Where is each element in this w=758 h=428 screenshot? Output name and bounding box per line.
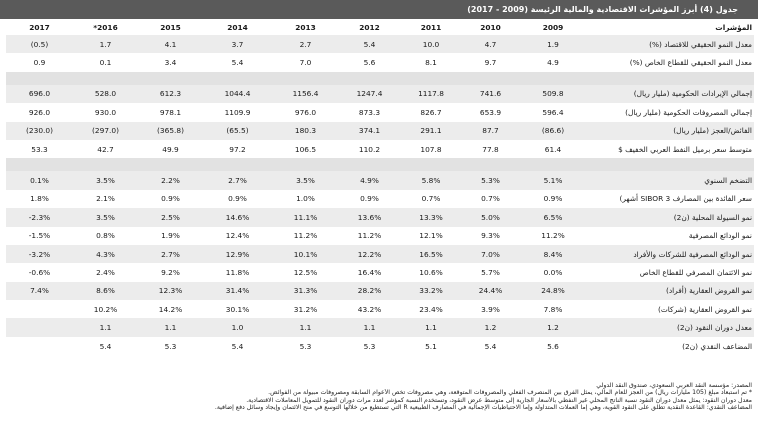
table-cell: 14.6% [203, 208, 272, 226]
year-header: 2012 [359, 22, 380, 32]
row-label: التضخم السنوي [587, 171, 754, 189]
row-label: معدل النمو الحقيقي للقطاع الخاص (%) [587, 53, 754, 71]
table-cell: 1.1 [339, 318, 400, 336]
table-cell: -2.3% [6, 208, 73, 226]
table-row [6, 263, 754, 281]
row-label: إجمالي المصروفات الحكومية (مليار ريال) [587, 103, 754, 121]
table-cell: 374.1 [339, 122, 400, 140]
table-cell: 5.1% [519, 171, 587, 189]
table-cell: 1.2 [519, 318, 587, 336]
table-cell: 826.7 [400, 103, 462, 121]
table-cell: 107.8 [400, 140, 462, 158]
table-cell: 2.4% [73, 263, 138, 281]
table-cell: (0.5) [6, 35, 73, 53]
table-cell: 8.6% [73, 282, 138, 300]
table-cell: 13.3% [400, 208, 462, 226]
table-cell: 3.4 [138, 53, 203, 71]
table-cell: 23.4% [400, 300, 462, 318]
table-cell: 1.9% [138, 227, 203, 245]
year-header: 2011 [420, 22, 442, 32]
table-cell: 5.3 [272, 337, 339, 355]
table-cell: 1044.4 [203, 85, 272, 103]
table-cell: 12.4% [203, 227, 272, 245]
footnote-line: معدل دوران النقود: يمثل معدل دوران النقود نسبة الناتج المحلي غير النفطي بالأسعار الجارية إلى متوسط عرض النقود، وتستخدم النسبة كمؤشر لعدد مرات دوران النقود للتمويل المعاملات الاقتصادية. [246, 396, 752, 404]
table-row [6, 227, 754, 245]
year-header: 2015 [160, 22, 181, 32]
table-cell: 653.9 [462, 103, 519, 121]
table-cell: 28.2% [339, 282, 400, 300]
table-cell: 4.1 [138, 35, 203, 53]
table-cell: 4.7 [462, 35, 519, 53]
table-cell: 1.7 [73, 35, 138, 53]
table-cell: 180.3 [272, 122, 339, 140]
table-cell: 97.2 [203, 140, 272, 158]
table-cell: 24.8% [519, 282, 587, 300]
table-cell: 10.1% [272, 245, 339, 263]
table-cell: 0.9% [203, 190, 272, 208]
table-cell: 10.0 [400, 35, 462, 53]
table-cell: 1156.4 [272, 85, 339, 103]
year-header: 2017 [29, 22, 50, 32]
footnote-line: المصدر: مؤسسة النقد العربي السعودي، صندوق النقد الدولي [596, 382, 752, 389]
table-cell: 106.5 [272, 140, 339, 158]
table-row [6, 35, 754, 53]
table-cell: 24.4% [462, 282, 519, 300]
table-cell: 11.2% [272, 227, 339, 245]
table-row [6, 140, 754, 158]
row-label: معدل النمو الحقيقي للاقتصاد (%) [587, 35, 754, 53]
table-cell: 31.2% [272, 300, 339, 318]
table-cell: 11.2% [339, 227, 400, 245]
table-cell: 4.9 [519, 53, 587, 71]
year-header: 2009 [542, 22, 564, 32]
table-cell: 926.0 [6, 103, 73, 121]
table-cell: 696.0 [6, 85, 73, 103]
table-cell: 4.9% [339, 171, 400, 189]
table-cell: 16.4% [339, 263, 400, 281]
table-cell: -3.2% [6, 245, 73, 263]
table-cell: 5.4 [203, 53, 272, 71]
table-cell: -0.6% [6, 263, 73, 281]
row-label: نمو السيولة المحلية (ن2) [587, 208, 754, 226]
table-cell: 5.1 [400, 337, 462, 355]
table-cell: 12.5% [272, 263, 339, 281]
table-cell: 30.1% [203, 300, 272, 318]
table-cell: 11.1% [272, 208, 339, 226]
table-cell: 291.1 [400, 122, 462, 140]
table-cell: 11.2% [519, 227, 587, 245]
table-cell: 42.7 [73, 140, 138, 158]
table-cell: 110.2 [339, 140, 400, 158]
table-cell: 8.4% [519, 245, 587, 263]
table-cell: 3.5% [272, 171, 339, 189]
table-cell: 0.8% [73, 227, 138, 245]
table-cell: 7.0 [272, 53, 339, 71]
table-cell: 0.9% [519, 190, 587, 208]
table-cell: (230.0) [6, 122, 73, 140]
table-cell: (86.6) [519, 122, 587, 140]
section-separator [6, 158, 754, 171]
table-cell: 7.0% [462, 245, 519, 263]
table-cell: 976.0 [272, 103, 339, 121]
row-label: نمو القروض العقارية (شركات) [587, 300, 754, 318]
table-row [6, 190, 754, 208]
empty-cell [6, 300, 73, 318]
table-cell: 1109.9 [203, 103, 272, 121]
table-cell: 11.8% [203, 263, 272, 281]
table-cell: 0.9% [339, 190, 400, 208]
table-cell: 596.4 [519, 103, 587, 121]
table-cell: 1117.8 [400, 85, 462, 103]
table-cell: 5.4 [339, 35, 400, 53]
footnote-line: * تم استبعاد مبلغ (105 مليارات ريال) من العجز للعام المالي، يمثل الفرق بين المنصرف الفعلي والمصروفات المتوقعة، وهي مصروفات تخص الأعوام السابقة ومصروفات مبيولة من الفوائض. [268, 389, 752, 397]
table-cell: 1.1 [272, 318, 339, 336]
table-cell: 31.4% [203, 282, 272, 300]
table-cell: 2.5% [138, 208, 203, 226]
table-cell: 4.3% [73, 245, 138, 263]
section-separator [6, 72, 754, 85]
table-cell: 1.0 [203, 318, 272, 336]
table-cell: 1.1 [73, 318, 138, 336]
table-cell: 61.4 [519, 140, 587, 158]
empty-cell [6, 337, 73, 355]
table-cell: 12.9% [203, 245, 272, 263]
table-row [6, 171, 754, 189]
table-cell: 53.3 [6, 140, 73, 158]
table-cell: -1.5% [6, 227, 73, 245]
table-row [6, 337, 754, 355]
table-cell: 5.3 [339, 337, 400, 355]
table-cell: 0.1 [73, 53, 138, 71]
table-cell: 2.1% [73, 190, 138, 208]
row-label: معدل دوران النقود (ن2) [587, 318, 754, 336]
header-row [6, 19, 754, 35]
table-cell: 49.9 [138, 140, 203, 158]
year-header: 2010 [480, 22, 501, 32]
table-cell: 14.2% [138, 300, 203, 318]
table-row [6, 53, 754, 71]
empty-cell [6, 318, 73, 336]
table-body [6, 19, 754, 355]
table-row [6, 318, 754, 336]
table-cell: 1.2 [462, 318, 519, 336]
table-cell: 2.2% [138, 171, 203, 189]
table-cell: 10.2% [73, 300, 138, 318]
table-cell: 612.3 [138, 85, 203, 103]
table-cell: 5.3% [462, 171, 519, 189]
table-cell: 3.5% [73, 208, 138, 226]
table-cell: 3.7 [203, 35, 272, 53]
table-cell: 9.2% [138, 263, 203, 281]
table-cell: 43.2% [339, 300, 400, 318]
table-cell: 2.7% [138, 245, 203, 263]
year-header: 2014 [227, 22, 248, 32]
table-cell: 10.6% [400, 263, 462, 281]
table-cell: 3.5% [73, 171, 138, 189]
table-cell: 1.0% [272, 190, 339, 208]
table-cell: 5.3 [138, 337, 203, 355]
row-label: نمو القروض العقارية (أفراد) [587, 282, 754, 300]
table-cell: 5.0% [462, 208, 519, 226]
table-cell: 528.0 [73, 85, 138, 103]
year-header: *2016 [93, 22, 118, 32]
table-row [6, 282, 754, 300]
table-cell: 87.7 [462, 122, 519, 140]
table-cell: (365.8) [138, 122, 203, 140]
table-cell: 978.1 [138, 103, 203, 121]
table-cell: 1.8% [6, 190, 73, 208]
row-label: سعر الفائدة بين المصارف SIBOR 3 أشهر) [587, 190, 754, 208]
table-row [6, 300, 754, 318]
table-cell: 6.5% [519, 208, 587, 226]
table-row [6, 103, 754, 121]
row-label: نمو الائتمان المصرفي للقطاع الخاص [587, 263, 754, 281]
table-cell: 8.1 [400, 53, 462, 71]
table-cell: 12.1% [400, 227, 462, 245]
table-cell: 16.5% [400, 245, 462, 263]
table-row [6, 122, 754, 140]
table-cell: 13.6% [339, 208, 400, 226]
table-cell: 7.8% [519, 300, 587, 318]
table-cell: 33.2% [400, 282, 462, 300]
table-cell: 0.0% [519, 263, 587, 281]
row-label: نمو الودائع المصرفية للشركات والأفراد [587, 245, 754, 263]
table-cell: 31.3% [272, 282, 339, 300]
table-row [6, 208, 754, 226]
table-cell: 0.9% [138, 190, 203, 208]
table-cell: 2.7 [272, 35, 339, 53]
indicators-header: المؤشرات [715, 22, 752, 32]
footnotes [6, 382, 752, 411]
year-header: 2013 [295, 22, 316, 32]
table-cell: (65.5) [203, 122, 272, 140]
table-cell: 1.1 [138, 318, 203, 336]
table-cell: 1.1 [400, 318, 462, 336]
table-cell: 741.6 [462, 85, 519, 103]
table-cell: 0.1% [6, 171, 73, 189]
table-row [6, 245, 754, 263]
table-cell: 5.4 [203, 337, 272, 355]
table-cell: 873.3 [339, 103, 400, 121]
table-cell: 0.9 [6, 53, 73, 71]
table-cell: 77.8 [462, 140, 519, 158]
table-cell: 930.0 [73, 103, 138, 121]
table-cell: 1247.4 [339, 85, 400, 103]
table-cell: 5.7% [462, 263, 519, 281]
table-cell: 0.7% [462, 190, 519, 208]
row-label: المضاعف النقدي (ن2) [587, 337, 754, 355]
table-cell: 5.6 [519, 337, 587, 355]
table-cell: 3.9% [462, 300, 519, 318]
row-label: الفائض/العجز (مليار ريال) [587, 122, 754, 140]
table-cell: 5.4 [73, 337, 138, 355]
indicators-table [6, 19, 754, 355]
table-cell: 9.3% [462, 227, 519, 245]
table-cell: 9.7 [462, 53, 519, 71]
row-label: نمو الودائع المصرفية [587, 227, 754, 245]
table-cell: 2.7% [203, 171, 272, 189]
table-cell: 5.6 [339, 53, 400, 71]
table-cell: 5.8% [400, 171, 462, 189]
table-cell: 12.2% [339, 245, 400, 263]
table-cell: (297.0) [73, 122, 138, 140]
table-cell: 12.3% [138, 282, 203, 300]
table-row [6, 85, 754, 103]
row-label: متوسط سعر برميل النفط العربي الخفيف $ [587, 140, 754, 158]
table-cell: 1.9 [519, 35, 587, 53]
table-cell: 5.4 [462, 337, 519, 355]
table-cell: 509.8 [519, 85, 587, 103]
row-label: إجمالي الإيرادات الحكومية (مليار ريال) [587, 85, 754, 103]
footnote-line: المضاعف النقدي: القاعدة النقدية تطلق على النقود القوية، وهي إما العملات المتداولة وإما الاحتياطيات الإجمالية في المصارف الطبيعية R التي تستطيع من خلالها التوسع في منح الائتمان وإيجاد وسائل دفع إضافية. [214, 403, 752, 411]
table-title: جدول (4) أبرز المؤشرات الاقتصادية والمالية الرئيسة (2009 - 2017) [0, 0, 758, 19]
table-cell: 7.4% [6, 282, 73, 300]
table-cell: 0.7% [400, 190, 462, 208]
